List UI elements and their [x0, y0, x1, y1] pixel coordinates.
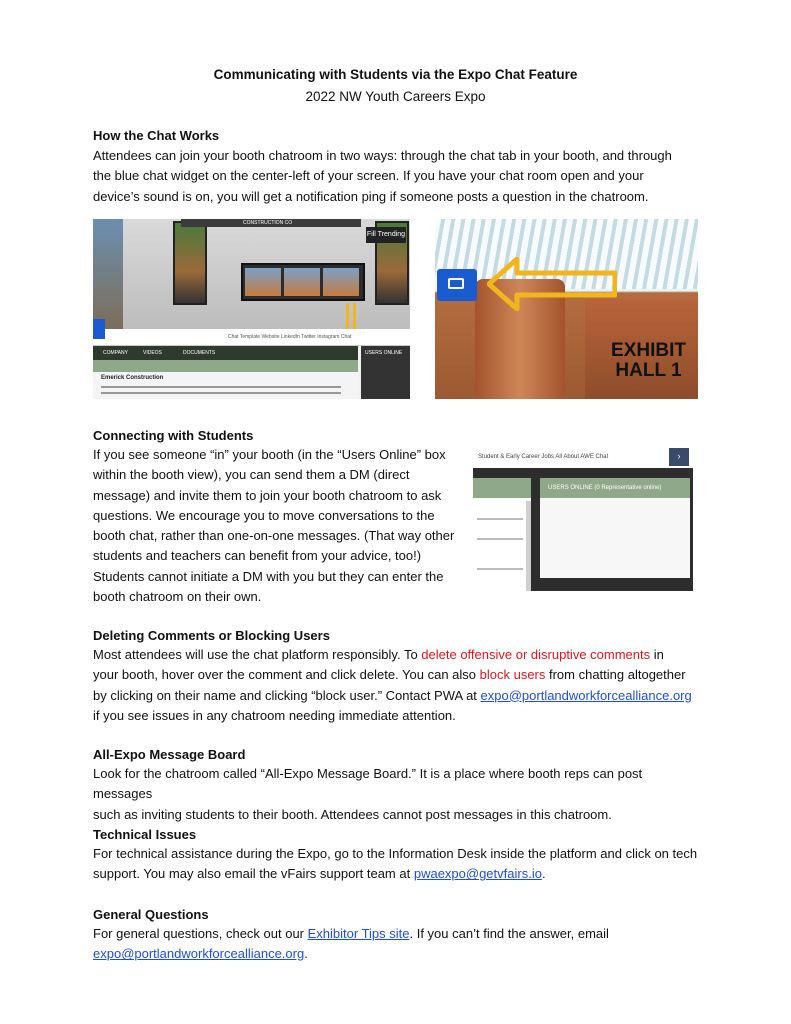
- text-line: message) and invite them to join your booth chatroom to ask: [93, 487, 442, 503]
- text-line: Students cannot initiate a DM with you but they can enter the: [93, 568, 444, 584]
- paragraph-deleting: [93, 645, 705, 726]
- users-online-panel: [540, 478, 690, 578]
- company-name: Emerick Construction: [101, 375, 164, 381]
- text-line: questions. We encourage you to move conversations to the: [93, 507, 435, 523]
- text-span: by clicking on their name and clicking “block user.” Contact PWA at: [93, 687, 481, 703]
- booth-video-screen: [241, 263, 365, 301]
- text-line: [93, 924, 705, 944]
- heading-chat-works: How the Chat Works: [93, 128, 220, 143]
- text-line: within the booth view), you can send them a DM (direct: [93, 467, 410, 483]
- text-line: booth chat, rather than one-on-one messages. (That way other: [93, 528, 455, 544]
- users-online-panel: [361, 346, 410, 399]
- next-arrow-icon: ›: [669, 448, 689, 466]
- text-span: For general questions, check out our: [93, 926, 308, 941]
- heading-deleting: Deleting Comments or Blocking Users: [93, 628, 330, 643]
- exhibitor-tips-link[interactable]: Exhibitor Tips site: [307, 926, 410, 941]
- text-span: in: [650, 647, 664, 662]
- exhibit-hall-image: [435, 219, 698, 399]
- paragraph-chat-works: [93, 146, 705, 207]
- text-span: .: [541, 866, 546, 882]
- text-line: [93, 944, 705, 964]
- booth-left-photo: [93, 219, 123, 329]
- booth-nav-bar: [93, 329, 410, 346]
- text-line: the blue chat widget on the center-left of your screen. If you have your chat room open and your: [93, 168, 644, 184]
- document-subtitle: 2022 NW Youth Careers Expo: [305, 89, 486, 104]
- text-span: .: [304, 946, 308, 962]
- text-line-placeholder: [101, 386, 341, 388]
- users-online-header: [540, 478, 690, 498]
- text-line-placeholder: [101, 392, 341, 394]
- text-line: For technical assistance during the Expo, go to the Information Desk inside the platform and click on tech: [93, 846, 698, 861]
- text-line: [93, 686, 705, 706]
- heading-general: General Questions: [93, 907, 209, 922]
- booth-content: [93, 372, 358, 399]
- text-line: If you see someone “in” your booth (in the “Users Online” box: [93, 447, 446, 462]
- email-link-pwa[interactable]: expo@portlandworkforcealliance.org: [93, 946, 305, 962]
- tab-documents: DOCUMENTS: [183, 350, 216, 356]
- document-title: Communicating with Students via the Expo Chat Feature: [213, 67, 578, 82]
- red-highlight-text: delete offensive or disruptive comments: [421, 647, 651, 662]
- yellow-arrow-icon: [487, 257, 617, 311]
- users-nav-bar: [473, 446, 693, 468]
- booth-screenshot-image: [93, 219, 410, 399]
- yellow-arrow-icon: [346, 303, 356, 331]
- text-line-placeholder: [477, 518, 523, 520]
- heading-technical: Technical Issues: [93, 827, 197, 842]
- booth-tabs: [93, 346, 358, 360]
- booth-green-bar: [93, 360, 358, 372]
- red-highlight-text: block users: [479, 667, 546, 683]
- email-link-pwa[interactable]: expo@portlandworkforcealliance.org: [480, 687, 692, 703]
- booth-photo: [284, 268, 320, 296]
- users-green-bar: [473, 478, 531, 498]
- paragraph-general: [93, 924, 705, 965]
- paragraph-connecting: [93, 445, 468, 607]
- scrollbar: [526, 501, 531, 591]
- text-line: [93, 864, 705, 884]
- booth-banner-left: [173, 221, 207, 305]
- text-line-placeholder: [477, 568, 523, 570]
- exhibit-hall-label: EXHIBIT HALL 1: [611, 340, 686, 381]
- heading-board: All-Expo Message Board: [93, 747, 246, 762]
- text-line: [93, 665, 705, 685]
- text-line: Look for the chatroom called “All-Expo Message Board.” It is a place where booth reps can post messages: [93, 766, 643, 802]
- booth-tag: Fill Trending: [366, 227, 406, 243]
- text-line: Attendees can join your booth chatroom in two ways: through the chat tab in your booth, and through: [93, 148, 672, 163]
- users-left-panel: [473, 478, 531, 591]
- booth-photo: [323, 268, 359, 296]
- booth-nav-text: Chat Template Website LinkedIn Twitter Instagram Chat: [228, 334, 352, 340]
- chat-bubble-icon: [448, 278, 464, 289]
- heading-connecting: Connecting with Students: [93, 428, 254, 443]
- tab-company: COMPANY: [103, 350, 128, 356]
- users-online-screenshot-image: [473, 446, 693, 591]
- text-span: . If you can’t find the answer, email: [409, 926, 609, 941]
- text-line-placeholder: [477, 538, 523, 540]
- text-span: Most attendees will use the chat platform responsibly. To: [93, 647, 422, 662]
- text-span: from chatting altogether: [545, 667, 686, 683]
- users-online-label: USERS ONLINE (0 Representative online): [548, 485, 662, 491]
- users-online-label: USERS ONLINE: [365, 350, 403, 356]
- email-link-vfairs[interactable]: pwaexpo@getvfairs.io: [413, 866, 542, 882]
- users-nav-text: Student & Early Career Jobs All About AWE Chat: [478, 454, 609, 460]
- text-span: support. You may also email the vFairs support team at: [93, 866, 414, 882]
- chat-widget-icon: [93, 319, 105, 339]
- paragraph-board: [93, 764, 705, 825]
- booth-name: CONSTRUCTION CO: [243, 220, 293, 226]
- text-line: booth chatroom on their own.: [93, 589, 262, 605]
- booth-photo: [245, 268, 281, 296]
- text-span: your booth, hover over the comment and click delete. You can also: [93, 667, 480, 683]
- tab-videos: VIDEOS: [143, 350, 162, 356]
- text-line: such as inviting students to their booth. Attendees cannot post messages in this chatroom.: [93, 806, 612, 822]
- text-line: if you see issues in any chatroom needing immediate attention.: [93, 707, 456, 723]
- text-line: device’s sound is on, you will get a notification ping if someone posts a question in the chatroom.: [93, 188, 649, 204]
- text-line: [93, 645, 705, 665]
- paragraph-technical: [93, 844, 705, 885]
- text-line: students and teachers can benefit from your advice, too!): [93, 548, 422, 564]
- chat-widget-icon: [437, 269, 477, 301]
